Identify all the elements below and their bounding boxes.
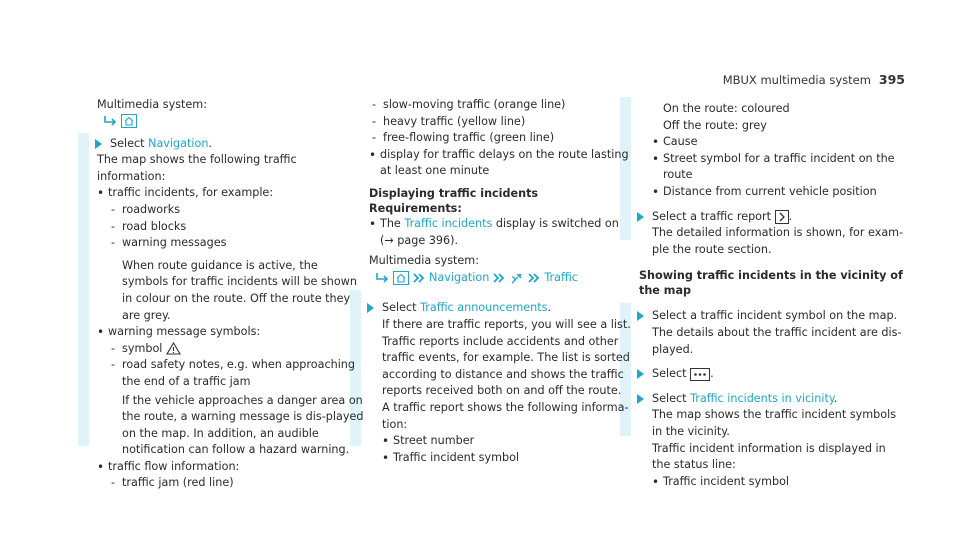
select-navigation-step [97,136,367,153]
list-item [97,324,367,459]
section-heading: Showing traffic incidents in the vicinity of the map [639,269,903,298]
step-arrow-icon [637,394,644,404]
route-note: When route guidance is active, the symbols for traffic incidents will be shown in colour on the route. Off the route they are grey. [122,258,357,322]
report-item: • Street number [382,433,639,450]
home-icon [393,271,409,285]
step-arrow-icon [367,303,374,313]
select-report-step [639,209,904,259]
step-bar [78,133,89,446]
page-header [723,72,905,89]
requirements-label: Requirements: [369,201,462,215]
step-arrow-icon [637,212,644,222]
satellite-icon [509,271,524,286]
step-arrow-icon [637,369,644,379]
traffic-incidents-vicinity-link[interactable]: Traffic incidents in vicinity [690,391,834,405]
step-body: The details about the traffic incident are dis-played. [652,325,902,356]
report-intro: A traffic report shows the following informa-tion: [382,400,629,431]
step-punct: . [710,367,714,381]
step-arrow-icon [95,139,102,149]
sub-item: - free-flowing traffic (green line) [369,130,639,147]
list-item-text: traffic flow information: [108,459,240,473]
page-number: 395 [878,72,905,87]
double-chevron-icon [413,273,425,283]
manual-title: MBUX multimedia system [722,73,871,87]
on-route-text: On the route: coloured [663,102,790,115]
traffic-path-item[interactable]: Traffic [544,270,578,284]
list-item: • Distance from current vehicle position [652,184,904,201]
step-arrow-icon [637,311,644,321]
list-item [97,185,367,324]
menu-path [103,114,367,128]
step-body-2: Traffic incident information is displayed in the status line: [652,441,886,472]
step-text: Select [110,136,145,150]
traffic-incidents-link[interactable]: Traffic incidents [404,216,493,230]
step-text: Select a traffic report [652,209,772,223]
sub-item-text: symbol [122,341,163,355]
list-item: • Street symbol for a traffic incident on the route [652,151,904,184]
traffic-info-list [97,185,367,492]
report-item: • Traffic incident symbol [382,450,639,467]
double-chevron-icon [493,273,505,283]
sub-item: - traffic jam (red line) [108,475,367,492]
step-text: Select [382,301,417,315]
sub-item: - roadworks [108,202,367,219]
list-item-text: warning message symbols: [108,325,261,339]
select-symbol-step [639,308,904,358]
select-vicinity-step [639,391,904,491]
column-3 [639,97,904,490]
list-item-text: traffic incidents, for example: [108,186,274,200]
requirement-item [369,216,639,249]
double-chevron-icon [528,273,540,283]
chevron-right-box-icon[interactable] [775,210,789,224]
step-punct: . [833,391,838,405]
select-more-step [639,366,904,383]
section-heading: Displaying traffic incidents [369,186,539,200]
system-label: Multimedia system: [97,98,207,111]
sub-item: - road safety notes, e.g. when approaching the end of a traffic jam [108,357,367,390]
off-route-text: Off the route: grey [663,118,767,132]
announcements-body: If there are traffic reports, you will see a list. Traffic reports include accidents and other traffic events, for example. The list is sorted according to distance and shows the traffic reports received both on and off the route. [382,317,631,398]
navigation-path-item[interactable]: Navigation [429,270,490,284]
step-punct: . [547,301,551,315]
navigation-link[interactable]: Navigation [148,136,209,150]
req-text: The [380,216,401,230]
req-text: display is switched on [495,216,619,230]
system-label: Multimedia system: [369,254,479,268]
list-item: • Traffic incident symbol [652,474,904,491]
step-punct: . [788,209,793,223]
list-item: • Cause [652,134,904,151]
home-icon [121,114,137,128]
list-item: • display for traffic delays on the route lasting at least one minute [369,147,639,180]
step-text: Select [652,391,687,405]
arrow-right-icon [375,272,389,284]
column-1 [97,97,367,492]
sub-item [108,341,367,358]
map-intro: The map shows the following traffic information: [97,153,297,183]
more-dots-icon[interactable] [690,368,710,381]
page-reference[interactable]: (→ page 396). [380,233,459,247]
select-announcements-step [369,300,639,466]
step-punct: . [208,136,212,150]
column-2 [369,97,639,466]
step-text: Select [652,367,687,381]
report-body: The detailed information is shown, for exam-ple the route section. [652,226,904,256]
step-body: The map shows the traffic incident symbols in the vicinity. [652,408,897,438]
sub-item: - road blocks [108,219,367,236]
sub-item: - slow-moving traffic (orange line) [369,97,639,114]
warning-triangle-icon [166,342,181,355]
traffic-announcements-link[interactable]: Traffic announcements [420,301,548,315]
vehicle-note: If the vehicle approaches a danger area on the route, a warning message is dis-played on the map. In addition, an audible notification can follow a hazard warning. [122,393,364,457]
step-text: Select a traffic incident symbol on the map. [652,309,898,323]
sub-item: - warning messages [108,235,367,252]
list-item [97,459,367,492]
sub-item: - heavy traffic (yellow line) [369,114,639,131]
arrow-right-icon [103,115,117,127]
menu-path [375,270,639,287]
